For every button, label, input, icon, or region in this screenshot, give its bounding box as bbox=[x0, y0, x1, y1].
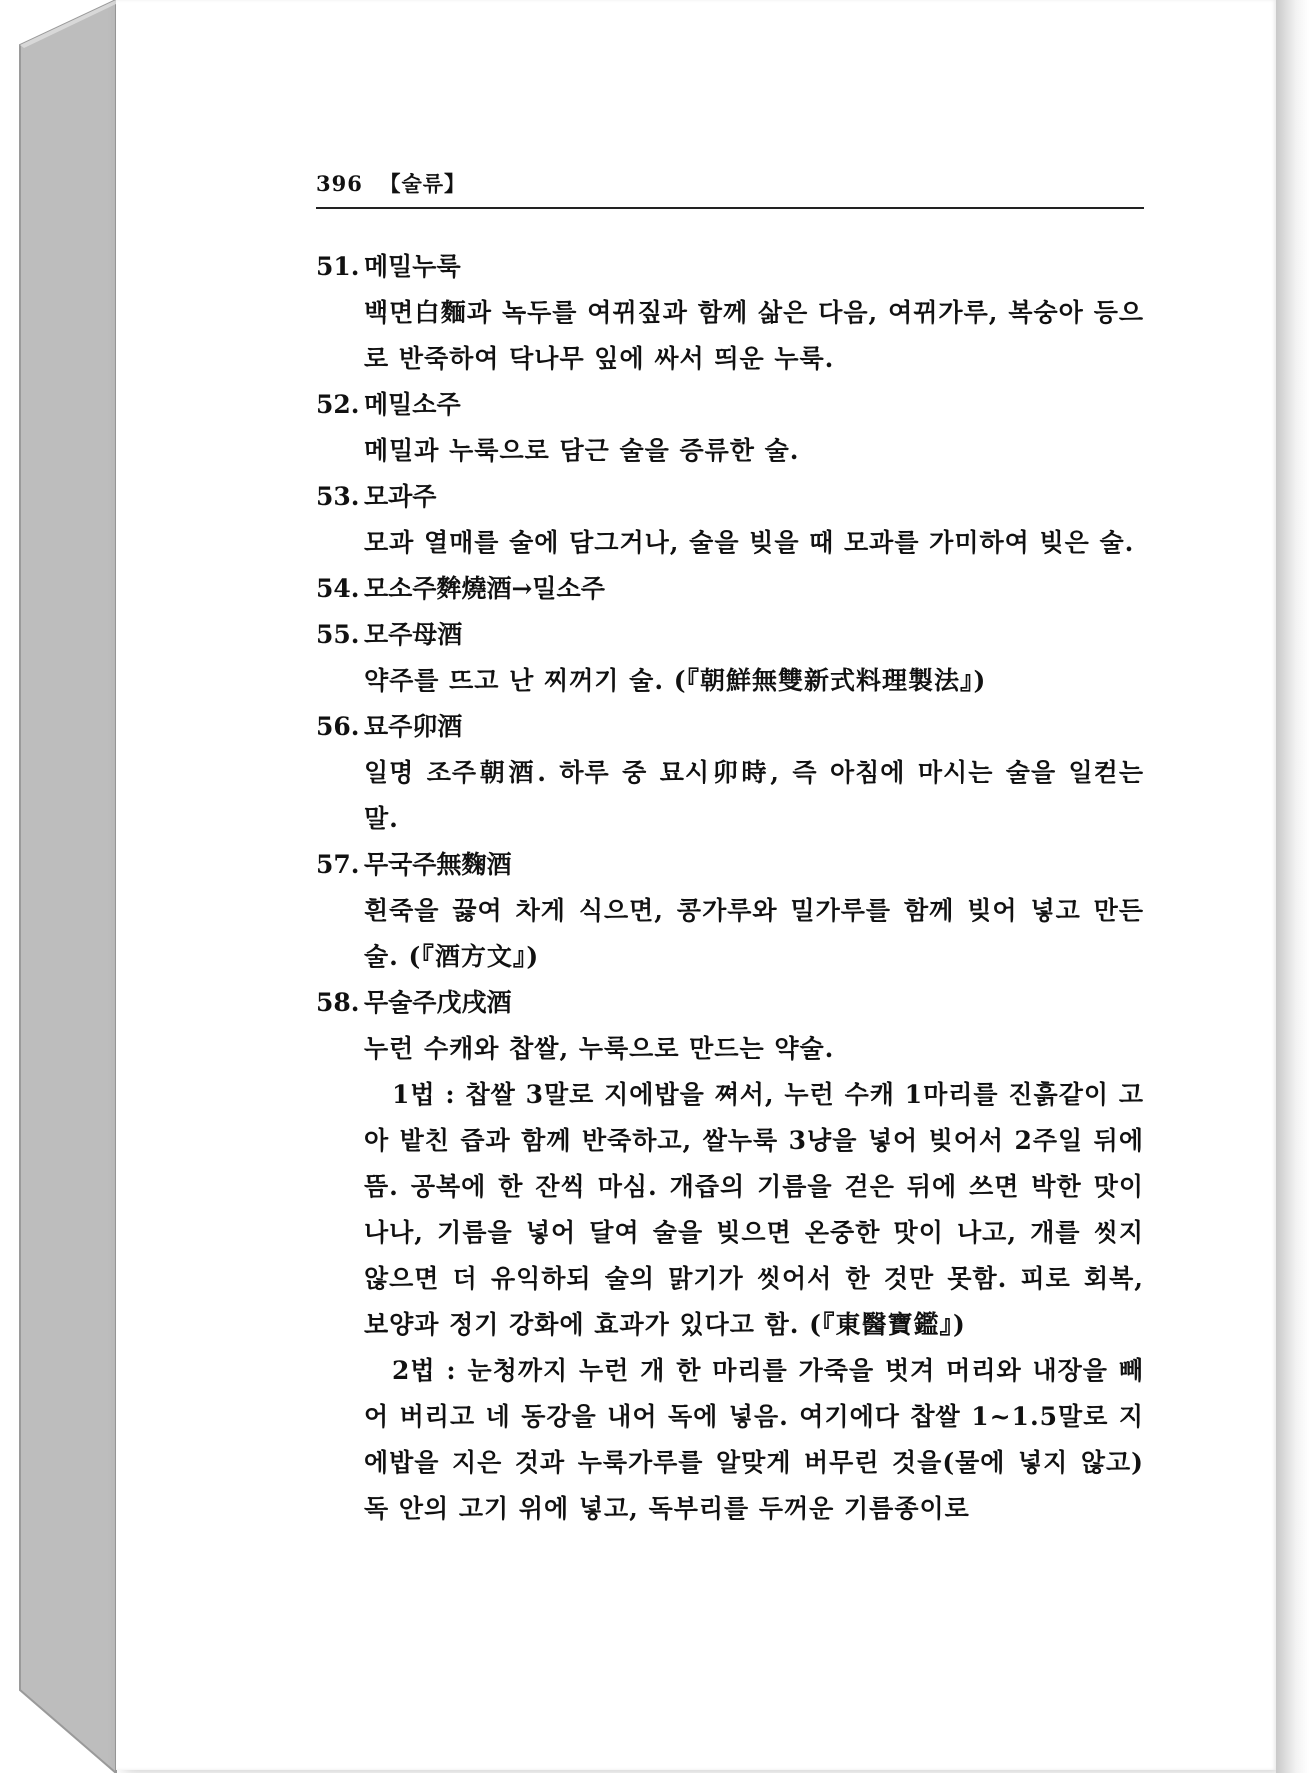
entry-number: 58. bbox=[316, 988, 360, 1017]
entry-description: 약주를 뜨고 난 찌꺼기 술. (『朝鮮無雙新式料理製法』) bbox=[364, 666, 987, 695]
entry-title: 무술주戊戌酒 bbox=[364, 988, 512, 1017]
entry-description: 메밀과 누룩으로 담근 술을 증류한 술. bbox=[364, 436, 800, 465]
entry-description: 누런 수캐와 찹쌀, 누룩으로 만드는 약술. bbox=[364, 1034, 835, 1063]
method-2: 2법 : 눈청까지 누런 개 한 마리를 가죽을 벗겨 머리와 내장을 빼어 버리고 네 동강을 내어 독에 넣음. 여기에다 찹쌀 1~1.5말로 지에밥을 지은 것과 누룩가루를 알맞게 버무린 것을(물에 넣지 않고) 독 안의 고기 위에 넣고, 독부리를 두꺼운 기름종이로 bbox=[364, 1356, 1144, 1523]
entry-number: 54. bbox=[316, 574, 360, 603]
entry-title: 모과주 bbox=[364, 482, 437, 511]
entry-title: 무국주無麴酒 bbox=[364, 850, 512, 879]
entry-number: 52. bbox=[316, 390, 360, 419]
entry-56 bbox=[316, 704, 1144, 842]
entry-52 bbox=[316, 382, 1144, 474]
entry-53 bbox=[316, 474, 1144, 566]
entry-54 bbox=[316, 566, 1144, 612]
entry-number: 55. bbox=[316, 620, 360, 649]
method-1: 1법 : 찹쌀 3말로 지에밥을 쪄서, 누런 수캐 1마리를 진흙같이 고아 밭친 즙과 함께 반죽하고, 쌀누룩 3냥을 넣어 빚어서 2주일 뒤에 뜸. 공복에 한 잔씩 마심. 개즙의 기름을 걷은 뒤에 쓰면 박한 맛이 나나, 기름을 넣어 달여 술을 빚으면 온중한 맛이 나고, 개를 씻지 않으면 더 유익하되 술의 맑기가 씻어서 한 것만 못함. 피로 회복, 보양과 정기 강화에 효과가 있다고 함. (『東醫寶鑑』) bbox=[364, 1080, 1144, 1339]
page-edge-shadow bbox=[1276, 0, 1309, 1773]
entry-title: 메밀소주 bbox=[364, 390, 461, 419]
entry-number: 57. bbox=[316, 850, 360, 879]
entry-description: 흰죽을 끓여 차게 식으면, 콩가루와 밀가루를 함께 빚어 넣고 만든 술. (『酒方文』) bbox=[364, 896, 1144, 971]
entry-55 bbox=[316, 612, 1144, 704]
entry-number: 53. bbox=[316, 482, 360, 511]
entry-title: 모주母酒 bbox=[364, 620, 463, 649]
running-header bbox=[316, 168, 1144, 198]
header-rule bbox=[316, 207, 1144, 209]
section-title: 【술류】 bbox=[379, 171, 467, 196]
entry-number: 56. bbox=[316, 712, 360, 741]
page-number: 396 bbox=[316, 171, 363, 196]
entry-number: 51. bbox=[316, 252, 360, 281]
entry-51 bbox=[316, 244, 1144, 382]
entry-list bbox=[316, 244, 1144, 1532]
entry-title: 모소주麰燒酒→밀소주 bbox=[364, 574, 605, 603]
book-spine bbox=[0, 0, 120, 1773]
entry-title: 묘주卯酒 bbox=[364, 712, 463, 741]
entry-58 bbox=[316, 980, 1144, 1532]
entry-57 bbox=[316, 842, 1144, 980]
entry-description: 백면白麵과 녹두를 여뀌짚과 함께 삶은 다음, 여뀌가루, 복숭아 등으로 반죽하여 닥나무 잎에 싸서 띄운 누룩. bbox=[364, 298, 1144, 373]
entry-description: 일명 조주朝酒. 하루 중 묘시卯時, 즉 아침에 마시는 술을 일컫는 말. bbox=[364, 758, 1144, 833]
entry-title: 메밀누룩 bbox=[364, 252, 461, 281]
entry-description: 모과 열매를 술에 담그거나, 술을 빚을 때 모과를 가미하여 빚은 술. bbox=[364, 528, 1135, 557]
